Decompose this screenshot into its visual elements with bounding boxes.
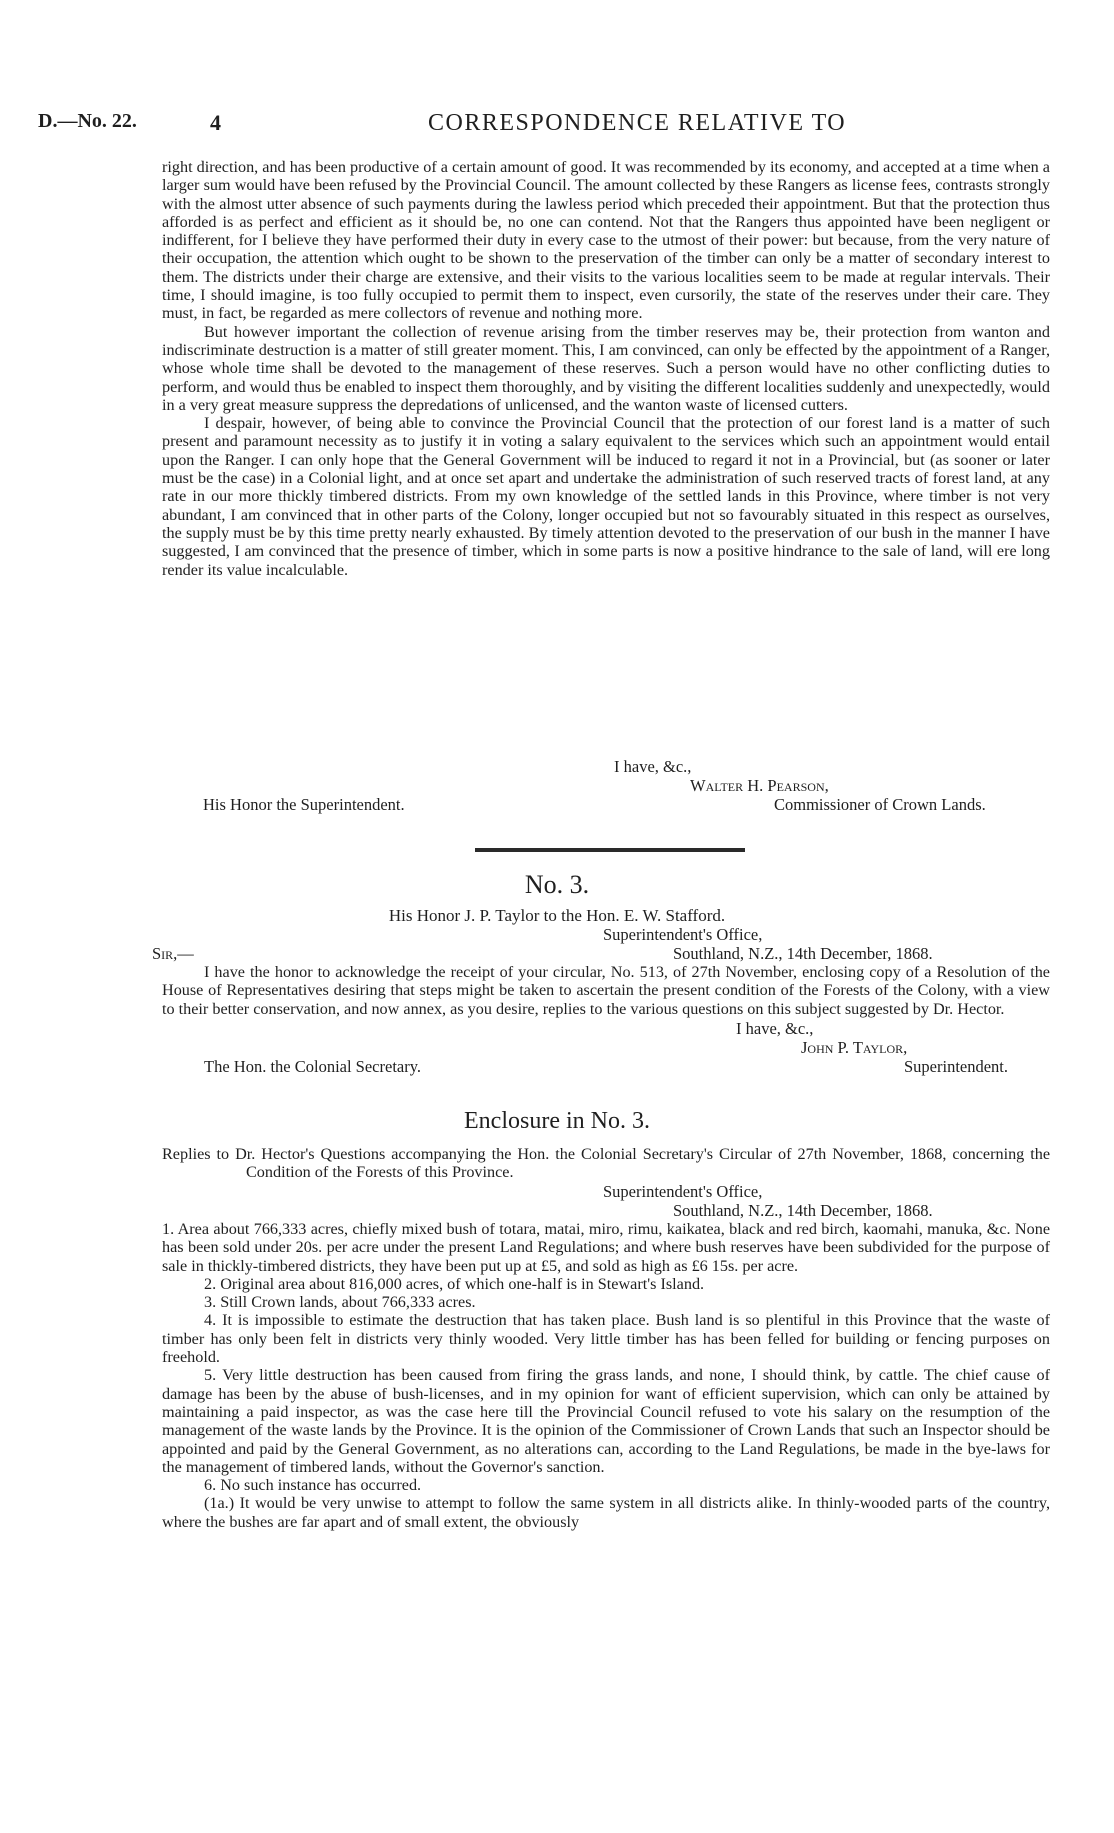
- page-number: 4: [210, 110, 221, 135]
- enclosure-place-date: Southland, N.Z., 14th December, 1868.: [673, 1201, 933, 1220]
- letter-2-body: [162, 158, 1050, 579]
- reply-item: 5. Very little destruction has been caused from firing the grass lands, and none, I should think, by cattle. The chief cause of damage has been by the abuse of bush-licenses, and in my opinion for want of efficient supervision, which can only be attained by maintaining a paid inspector, as was the case here till the Provincial Council refused to vote his salary on the resumption of the management of the waste lands by the Province. It is the opinion of the Commissioner of Crown Lands that such an Inspector should be appointed and paid by the General Government, as no alterations can, according to the Land Regulations, be made in the bye-laws for the management of timbered lands, without the Governor's sanction.: [162, 1366, 1050, 1476]
- letter-3-office: Superintendent's Office,: [603, 925, 763, 944]
- letter-2-signer-name: Walter H. Pearson,: [690, 776, 829, 795]
- letter-2-closing: I have, &c.,: [614, 757, 692, 776]
- letter-3-closing: I have, &c.,: [736, 1019, 814, 1038]
- letter-2-signer-title: Commissioner of Crown Lands.: [774, 795, 986, 814]
- page-header: [38, 110, 1078, 144]
- letter-3-signer-name: John P. Taylor,: [801, 1038, 908, 1057]
- letter-2-paragraph: But however important the collection of revenue arising from the timber reserves may be, their protection from wanton and indiscriminate destruction is a matter of still greater moment. This, I am convinced, can only be effected by the appointment of a Ranger, whose whole time shall be devoted to the management of these reserves. Such a person would have no other conflicting duties to perform, and would thus be enabled to inspect them thoroughly, and by visiting the different localities suddenly and unexpectedly, would in a very great measure suppress the depredations of unlicensed, and the wanton waste of licensed cutters.: [162, 322, 1050, 414]
- running-title: CORRESPONDENCE RELATIVE TO: [428, 110, 847, 136]
- reply-item: 1. Area about 766,333 acres, chiefly mixed bush of totara, matai, miro, rimu, kaikatea, black and red birch, kaomahi, manuka, &c. None has been sold under 20s. per acre under the present Land Regulations; and where bush reserves have been subdivided for the purpose of sale in thickly-timbered districts, they have been put up at £5, and sold as high as £6 15s. per acre.: [162, 1220, 1050, 1275]
- reply-item: 4. It is impossible to estimate the destruction that has taken place. Bush land is so plentiful in this Province that the waste of timber has only been felt in districts very thinly wooded. Very little timber has has been felled for building or fencing purposes on freehold.: [162, 1311, 1050, 1367]
- letter-3-addressee: The Hon. the Colonial Secretary.: [204, 1057, 422, 1076]
- reply-item: 3. Still Crown lands, about 766,333 acres.: [204, 1293, 476, 1312]
- letter-2-addressee: His Honor the Superintendent.: [203, 795, 405, 814]
- letter-3-body: [162, 963, 1050, 1018]
- reply-item: 2. Original area about 816,000 acres, of which one-half is in Stewart's Island.: [204, 1274, 705, 1293]
- enclosure-title: [162, 1145, 1050, 1182]
- letter-2-paragraph: right direction, and has been productive of a certain amount of good. It was recommended by its economy, and accepted at a time when a larger sum would have been refused by the Provincial Council. The amount collected by these Rangers as license fees, contrasts strongly with the almost utter absence of such payments during the lawless period which preceded their appointment. But that the protection thus afforded is as perfect and efficient as it should be, no one can contend. Not that the Rangers thus appointed have been negligent or indifferent, for I believe they have performed their duty in every case to the utmost of their power: but because, from the very nature of their occupation, the attention which ought to be shown to the preservation of the timber can only be a matter of secondary interest to them. The districts under their charge are extensive, and their visits to the various localities seem to be made at regular intervals. Their time, I should imagine, is too fully occupied to permit them to inspect, even cursorily, the state of the reserves under their care. They must, in fact, be regarded as mere collectors of revenue and nothing more.: [162, 158, 1050, 323]
- enclosure-replies: [162, 1220, 1050, 1531]
- section-divider: [475, 848, 745, 852]
- letter-3-signer-title: Superintendent.: [904, 1057, 1009, 1076]
- enclosure-office: Superintendent's Office,: [603, 1182, 763, 1201]
- enclosure-title-text: Replies to Dr. Hector's Questions accompanying the Hon. the Colonial Secretary's Circular of 27th November, 1868, concerning the Condition of the Forests of this Province.: [162, 1145, 1050, 1182]
- letter-3-paragraph: I have the honor to acknowledge the receipt of your circular, No. 513, of 27th November, enclosing copy of a Resolution of the House of Representatives desiring that steps might be taken to ascertain the present condition of the Forests of the Colony, with a view to their better conservation, and now annex, as you desire, replies to the various questions on this subject suggested by Dr. Hector.: [162, 963, 1050, 1018]
- letter-3-from-to: His Honor J. P. Taylor to the Hon. E. W. Stafford.: [388, 906, 726, 925]
- letter-2-paragraph: I despair, however, of being able to convince the Provincial Council that the protection of our forest land is a matter of such present and paramount necessity as to justify it in voting a salary equivalent to the services which such an appointment would entail upon the Ranger. I can only hope that the General Government will be induced to regard it not in a Provincial, but (as sooner or later must be the case) in a Colonial light, and at once set apart and undertake the administration of such reserved tracts of forest land, at any rate in our more thickly timbered districts. From my own knowledge of the settled lands in this Province, where timber is not very abundant, I am convinced that in other parts of the Colony, longer occupied but not so favourably situated in this respect as ourselves, the supply must be by this time pretty nearly exhausted. By timely attention devoted to the preservation of our bush in the manner I have suggested, I am convinced that the presence of timber, which in some parts is now a positive hindrance to the sale of land, will ere long render its value incalculable.: [162, 414, 1050, 579]
- reply-item: 6. No such instance has occurred.: [204, 1476, 422, 1495]
- letter-3-number: No. 3.: [524, 870, 590, 899]
- enclosure-heading: Enclosure in No. 3.: [464, 1108, 650, 1134]
- letter-3-salutation: Sir,—: [152, 944, 194, 963]
- document-reference: D.—No. 22.: [38, 110, 137, 132]
- letter-3-place-date: Southland, N.Z., 14th December, 1868.: [673, 944, 933, 963]
- reply-item: (1a.) It would be very unwise to attempt to follow the same system in all districts alike. In thinly-wooded parts of the country, where the bushes are far apart and of small extent, the obviously: [162, 1494, 1050, 1531]
